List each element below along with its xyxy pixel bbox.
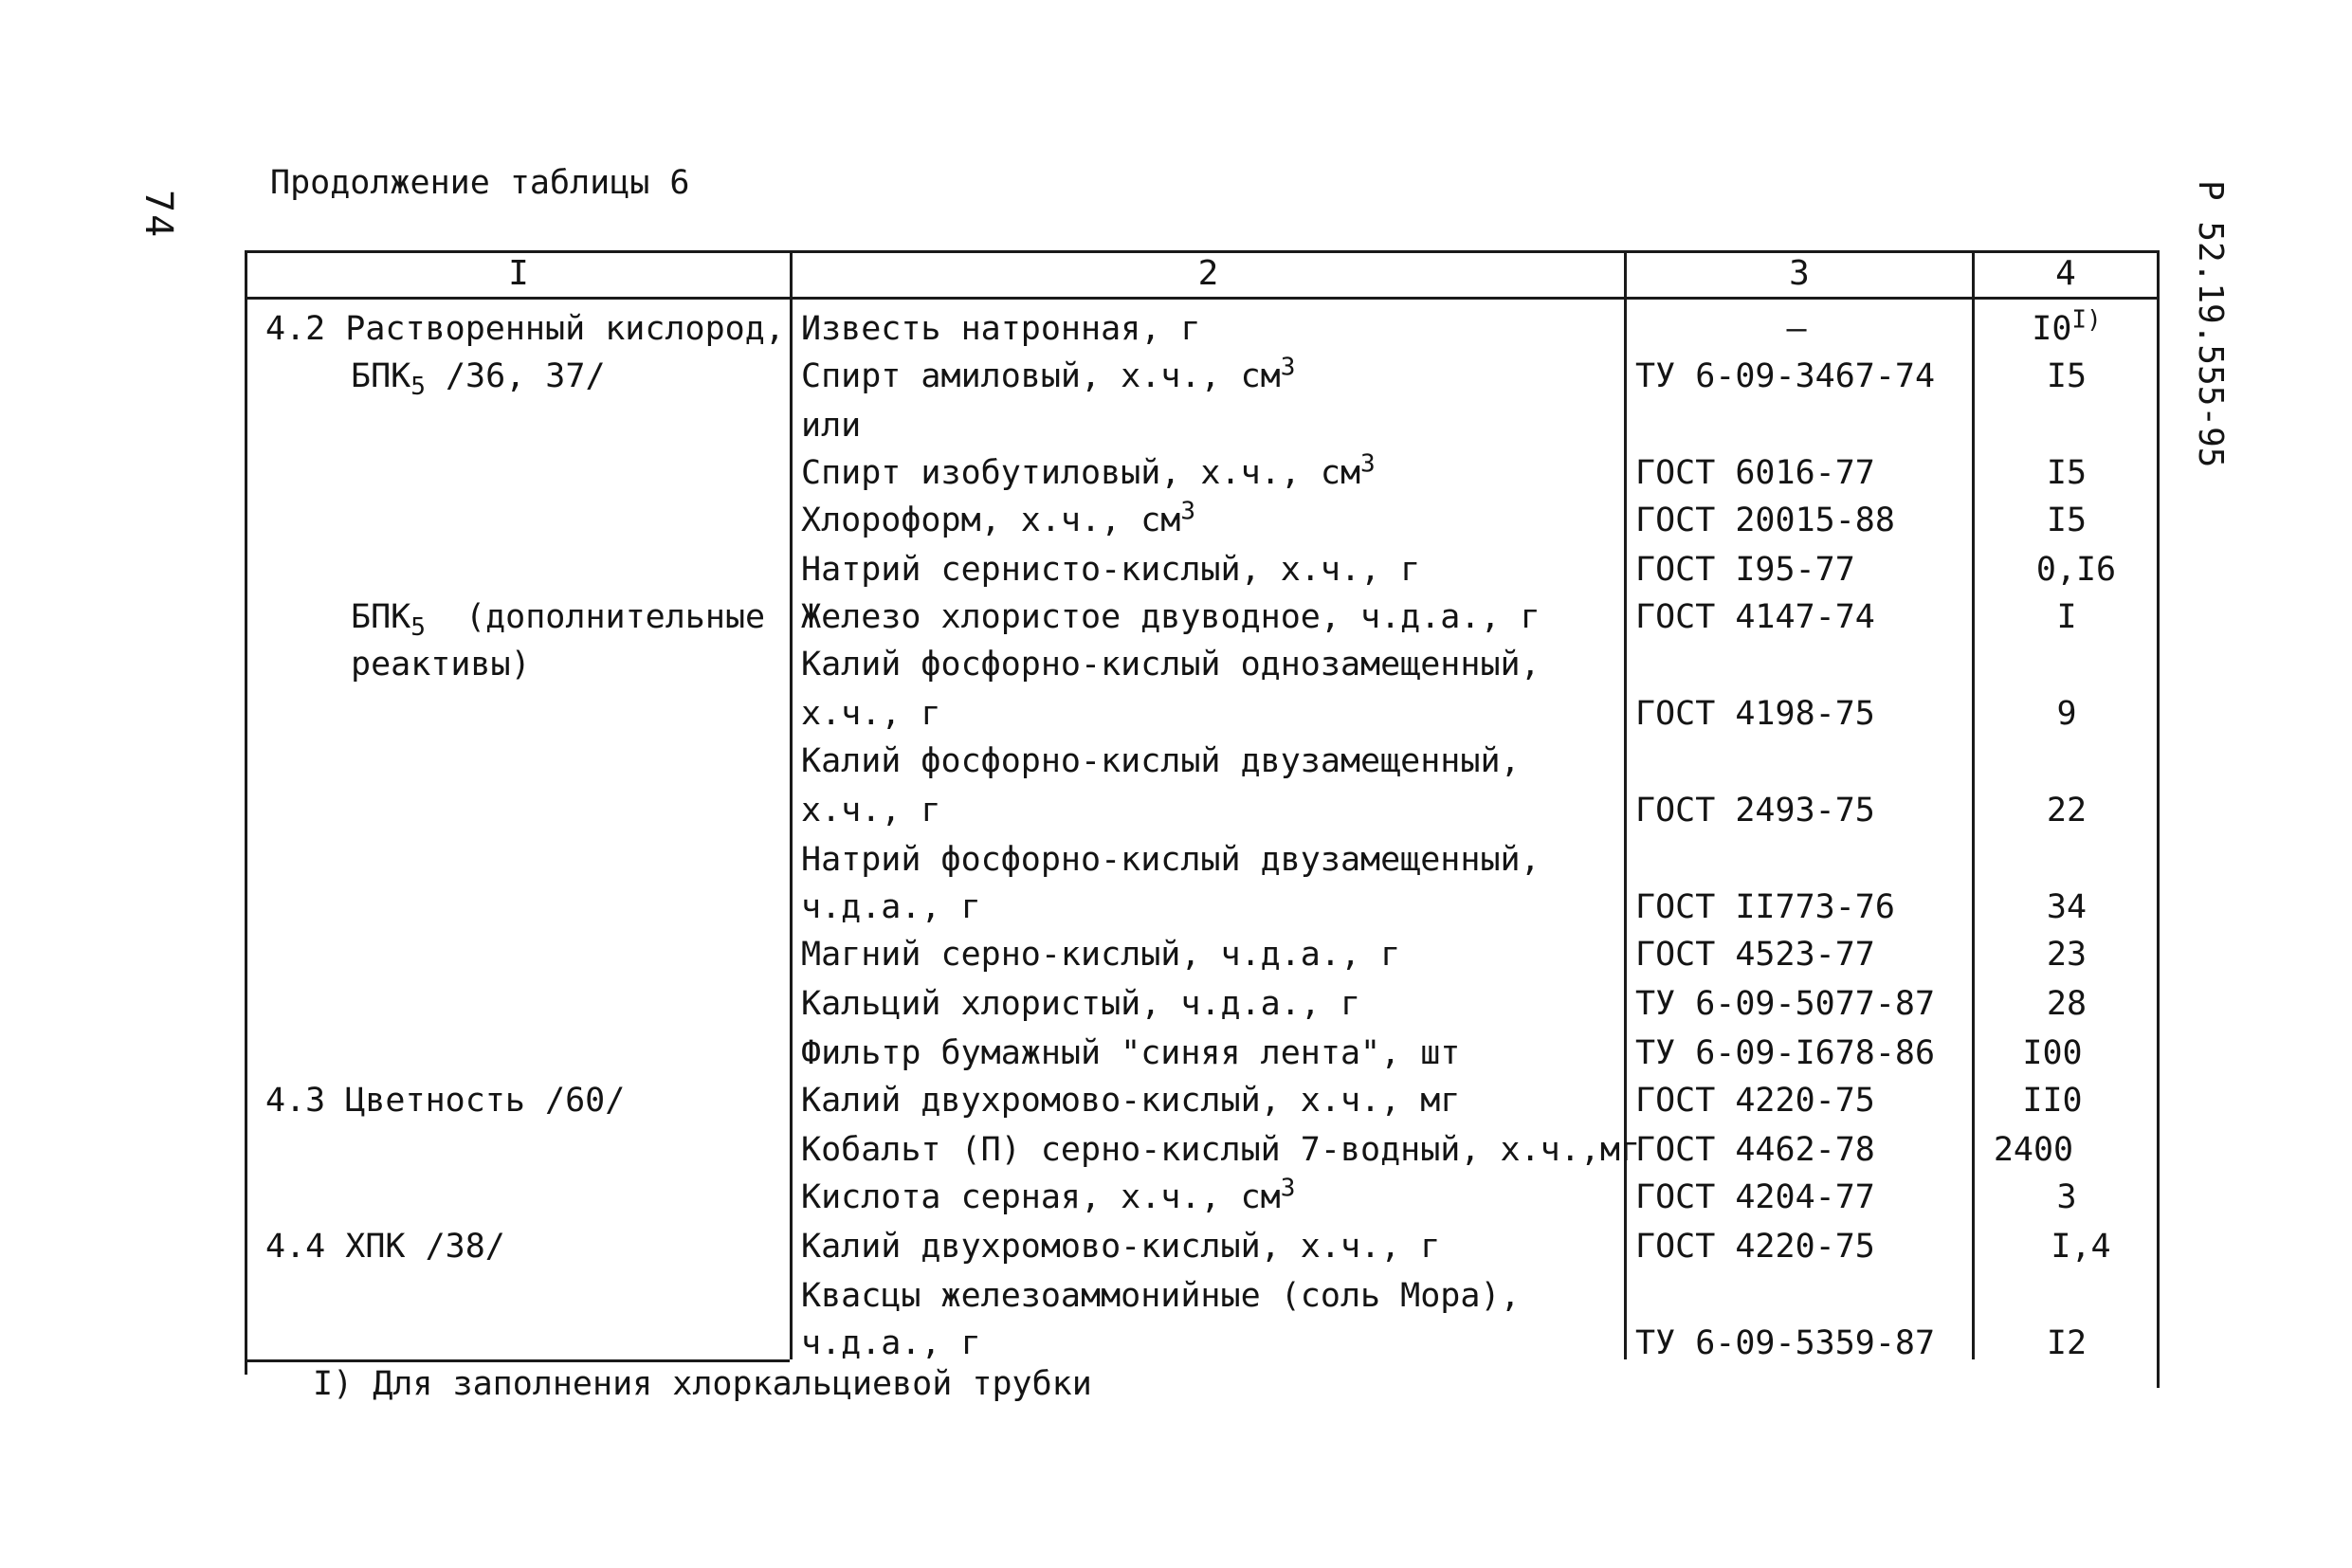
row-13-col-2: Магний серно-кислый, ч.д.а., г bbox=[801, 936, 1401, 974]
row-14-col-4: 28 bbox=[2046, 985, 2088, 1023]
row-6-col-1 bbox=[351, 593, 765, 641]
row-1-text: Спирт амиловый, х.ч., см bbox=[801, 357, 1281, 395]
bpk-extra-subscript: 5 bbox=[410, 613, 426, 642]
header-col-4: 4 bbox=[2055, 254, 2076, 293]
row-1-col-4: I5 bbox=[2046, 357, 2088, 395]
bpk-refs: /36, 37/ bbox=[425, 357, 606, 395]
row-1-col-3: ТУ 6-09-3467-74 bbox=[1635, 357, 1936, 395]
row-0-value: I0 bbox=[2032, 310, 2072, 348]
row-15-col-3: ТУ 6-09-I678-86 bbox=[1635, 1034, 1936, 1072]
bpk-subscript: 5 bbox=[410, 373, 426, 401]
row-9-col-2: Калий фосфорно-кислый двузамещенный, bbox=[801, 742, 1521, 780]
row-12-col-3: ГОСТ II773-76 bbox=[1635, 888, 1895, 926]
row-6-col-2: Железо хлористое двуводное, ч.д.а., г bbox=[801, 598, 1541, 636]
row-12-col-2: ч.д.а., г bbox=[801, 888, 981, 926]
row-15-col-4: I00 bbox=[2022, 1034, 2083, 1072]
row-4-col-2 bbox=[801, 497, 1195, 544]
document-code: Р 52.19.555-95 bbox=[2191, 180, 2230, 468]
header-col-3: 3 bbox=[1789, 254, 1810, 293]
row-10-col-2: х.ч., г bbox=[801, 792, 941, 830]
row-19-col-1: 4.4 ХПК /38/ bbox=[265, 1228, 505, 1266]
table-header-rule bbox=[245, 297, 2160, 300]
row-0-col-1: 4.2 Растворенный кислород, bbox=[265, 310, 785, 348]
row-17-col-4: 2400 bbox=[1993, 1131, 2074, 1169]
header-col-1: I bbox=[508, 254, 529, 293]
row-8-col-2: х.ч., г bbox=[801, 695, 941, 733]
row-3-text: Спирт изобутиловый, х.ч., см bbox=[801, 454, 1361, 492]
table-left-border bbox=[245, 250, 247, 1375]
row-18-col-4: 3 bbox=[2056, 1178, 2077, 1216]
row-14-col-3: ТУ 6-09-5077-87 bbox=[1635, 985, 1936, 1023]
row-18-sup: 3 bbox=[1280, 1174, 1296, 1203]
row-3-col-4: I5 bbox=[2046, 454, 2088, 492]
row-16-col-1: 4.3 Цветность /60/ bbox=[265, 1082, 626, 1120]
row-17-col-3: ГОСТ 4462-78 bbox=[1635, 1131, 1875, 1169]
row-18-text: Кислота серная, х.ч., см bbox=[801, 1178, 1281, 1216]
bpk-label: БПК bbox=[351, 357, 411, 395]
row-0-col-3: – bbox=[1786, 310, 1807, 348]
row-21-col-2: ч.д.а., г bbox=[801, 1324, 981, 1362]
row-13-col-3: ГОСТ 4523-77 bbox=[1635, 936, 1875, 974]
row-6-col-3: ГОСТ 4147-74 bbox=[1635, 598, 1875, 636]
row-16-col-3: ГОСТ 4220-75 bbox=[1635, 1082, 1875, 1120]
table-right-border bbox=[2157, 250, 2160, 1388]
row-13-col-4: 23 bbox=[2046, 936, 2088, 974]
row-4-sup: 3 bbox=[1180, 497, 1196, 526]
row-10-col-3: ГОСТ 2493-75 bbox=[1635, 792, 1875, 830]
row-0-col-4 bbox=[1977, 305, 2157, 353]
row-11-col-2: Натрий фосфорно-кислый двузамещенный, bbox=[801, 841, 1541, 879]
row-3-sup: 3 bbox=[1360, 449, 1376, 479]
bpk-extra-label: БПК bbox=[351, 598, 411, 636]
row-5-col-3: ГОСТ I95-77 bbox=[1635, 551, 1855, 589]
row-6-col-4: I bbox=[2056, 598, 2077, 636]
row-20-col-2: Квасцы железоаммонийные (соль Мора), bbox=[801, 1277, 1521, 1315]
row-8-col-4: 9 bbox=[2056, 695, 2077, 733]
row-4-col-3: ГОСТ 20015-88 bbox=[1635, 501, 1895, 539]
row-5-col-4: 0,I6 bbox=[2035, 551, 2117, 589]
row-18-col-3: ГОСТ 4204-77 bbox=[1635, 1178, 1875, 1216]
table-top-border bbox=[245, 250, 2160, 253]
row-4-col-4: I5 bbox=[2046, 501, 2088, 539]
row-12-col-4: 34 bbox=[2046, 888, 2088, 926]
header-col-2: 2 bbox=[1197, 254, 1219, 293]
column-divider-2 bbox=[1624, 250, 1627, 1359]
row-1-col-1 bbox=[351, 353, 606, 400]
page-number: 74 bbox=[137, 190, 180, 240]
column-divider-1 bbox=[790, 250, 793, 1359]
footnote: I) Для заполнения хлоркальциевой трубки bbox=[313, 1365, 1092, 1403]
column-divider-3 bbox=[1972, 250, 1975, 1359]
row-16-col-2: Калий двухромово-кислый, х.ч., мг bbox=[801, 1082, 1461, 1120]
row-21-col-4: I2 bbox=[2046, 1324, 2088, 1362]
row-3-col-2 bbox=[801, 449, 1376, 497]
row-4-text: Хлороформ, х.ч., см bbox=[801, 501, 1181, 539]
row-5-col-2: Натрий сернисто-кислый, х.ч., г bbox=[801, 551, 1421, 589]
row-1-sup: 3 bbox=[1280, 353, 1296, 382]
row-0-col-2: Известь натронная, г bbox=[801, 310, 1201, 348]
footnote-marker: I) bbox=[2071, 305, 2102, 335]
row-7-col-2: Калий фосфорно-кислый однозамещенный, bbox=[801, 646, 1541, 684]
row-7-col-1: реактивы) bbox=[351, 646, 531, 684]
row-3-col-3: ГОСТ 6016-77 bbox=[1635, 454, 1875, 492]
row-19-col-4: I,4 bbox=[2051, 1228, 2111, 1266]
bpk-extra-text: (дополнительные bbox=[425, 598, 766, 636]
row-19-col-3: ГОСТ 4220-75 bbox=[1635, 1228, 1875, 1266]
row-2-col-2: или bbox=[801, 407, 862, 445]
row-19-col-2: Калий двухромово-кислый, х.ч., г bbox=[801, 1228, 1441, 1266]
table-bottom-rule bbox=[245, 1359, 790, 1362]
table-caption: Продолжение таблицы 6 bbox=[270, 164, 690, 202]
row-8-col-3: ГОСТ 4198-75 bbox=[1635, 695, 1875, 733]
row-16-col-4: II0 bbox=[2022, 1082, 2083, 1120]
row-18-col-2 bbox=[801, 1174, 1295, 1221]
row-21-col-3: ТУ 6-09-5359-87 bbox=[1635, 1324, 1936, 1362]
row-10-col-4: 22 bbox=[2046, 792, 2088, 830]
row-15-col-2: Фильтр бумажный "синяя лента", шт bbox=[801, 1034, 1461, 1072]
row-17-col-2: Кобальт (П) серно-кислый 7-водный, х.ч.,мг bbox=[801, 1131, 1641, 1169]
row-14-col-2: Кальций хлористый, ч.д.а., г bbox=[801, 985, 1361, 1023]
row-1-col-2 bbox=[801, 353, 1295, 400]
